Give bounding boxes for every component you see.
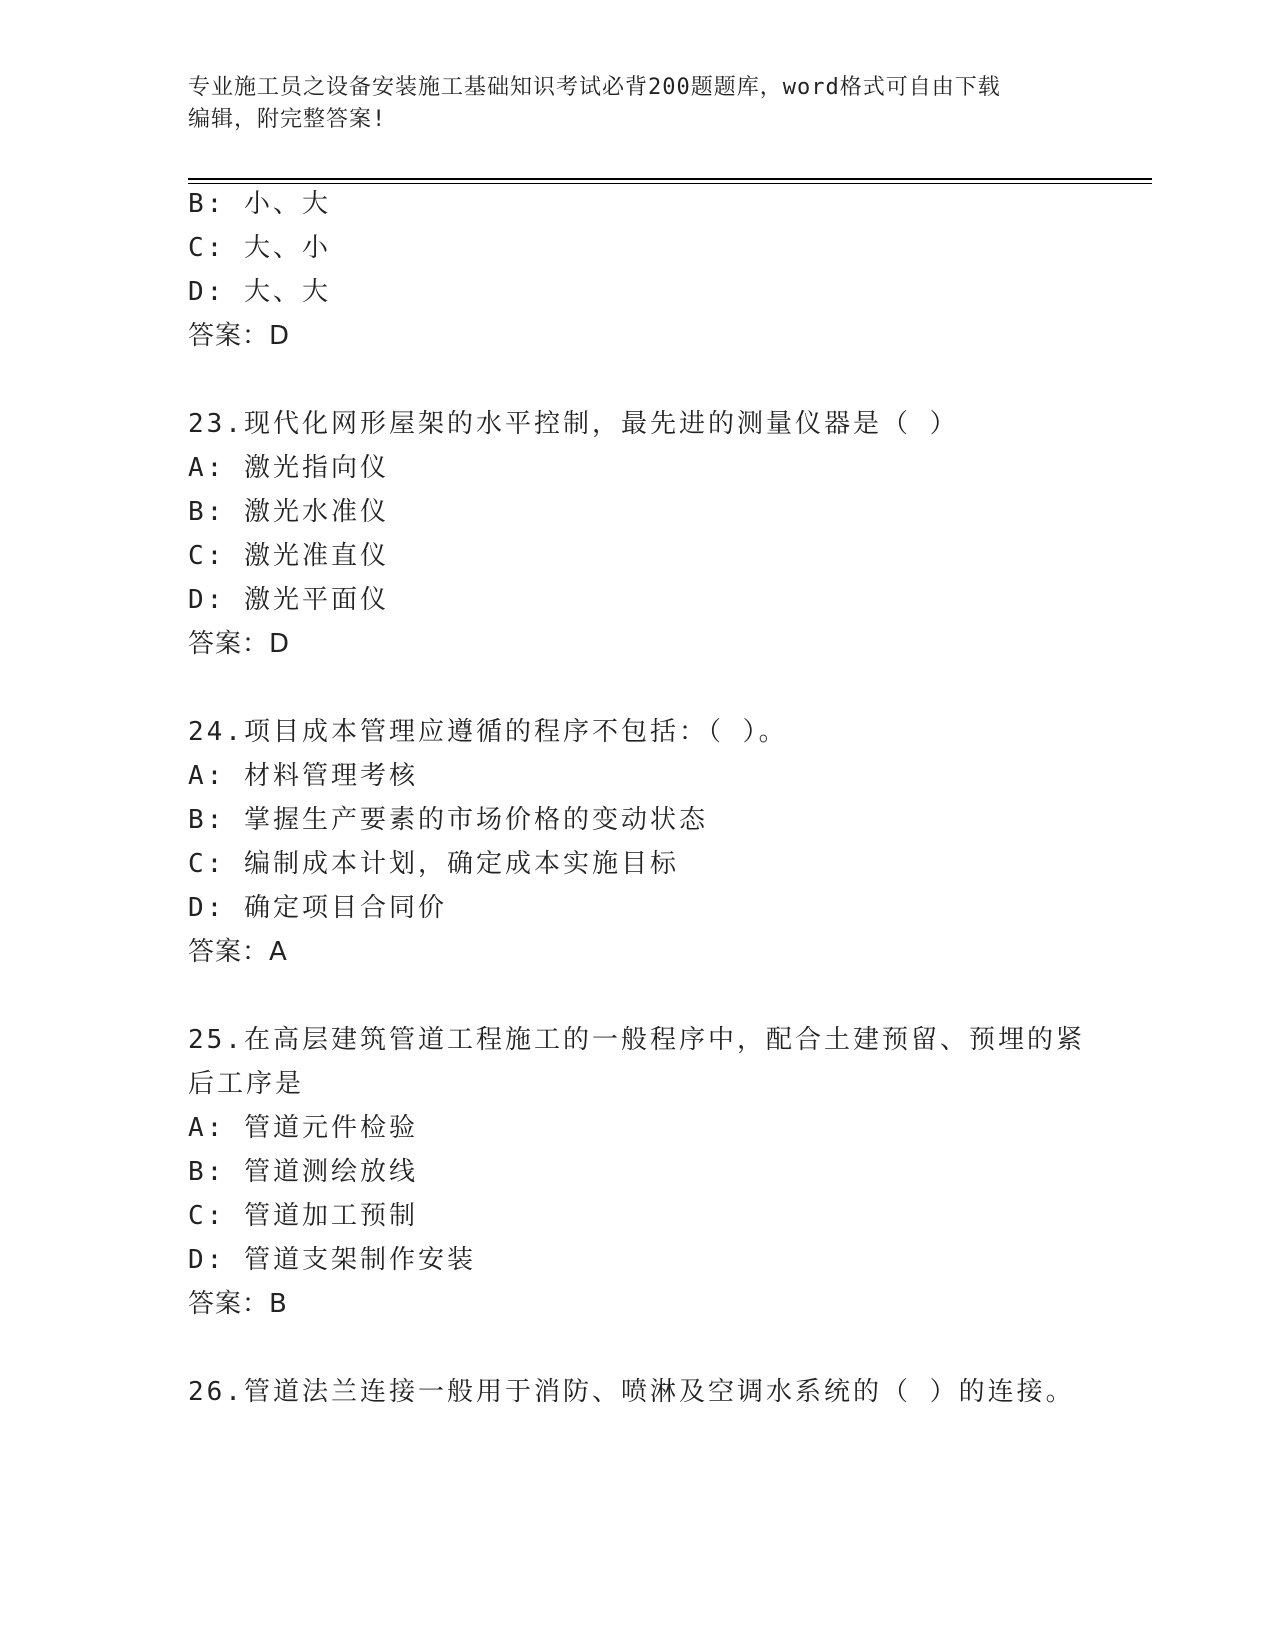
q22-answer: 答案：D — [188, 321, 291, 351]
q23-option-c: C: 激光准直仪 — [188, 541, 389, 571]
header-line-2: 编辑，附完整答案! — [188, 107, 387, 132]
q22-option-d: D: 大、大 — [188, 277, 331, 307]
q23-option-d: D: 激光平面仪 — [188, 585, 389, 615]
q23-option-b: B: 激光水准仪 — [188, 497, 389, 527]
q25-option-c: C: 管道加工预制 — [188, 1201, 418, 1231]
q25-answer: 答案：B — [188, 1289, 288, 1319]
q24-question: 24.项目成本管理应遵循的程序不包括：（ ）。 — [188, 717, 788, 747]
q22-option-b: B: 小、大 — [188, 189, 331, 219]
q26-question: 26.管道法兰连接一般用于消防、喷淋及空调水系统的（ ）的连接。 — [188, 1377, 1075, 1407]
header-line-1: 专业施工员之设备安装施工基础知识考试必背200题题库，word格式可自由下载 — [188, 75, 1001, 100]
q24-option-c: C: 编制成本计划，确定成本实施目标 — [188, 849, 679, 879]
q25-question-line-2: 后工序是 — [188, 1069, 305, 1099]
header-divider-thick — [188, 178, 1152, 180]
q24-option-a: A: 材料管理考核 — [188, 761, 418, 791]
q25-option-d: D: 管道支架制作安装 — [188, 1245, 476, 1275]
q22-option-c: C: 大、小 — [188, 233, 331, 263]
q24-option-d: D: 确定项目合同价 — [188, 893, 447, 923]
q25-option-a: A: 管道元件检验 — [188, 1113, 418, 1143]
header-divider-thin — [188, 183, 1152, 184]
q23-question: 23.现代化网形屋架的水平控制，最先进的测量仪器是（ ） — [188, 409, 959, 439]
document-header — [188, 72, 1068, 136]
q25-option-b: B: 管道测绘放线 — [188, 1157, 418, 1187]
q25-question-line-1: 25.在高层建筑管道工程施工的一般程序中，配合土建预留、预埋的紧 — [188, 1025, 1085, 1055]
q24-answer: 答案：A — [188, 937, 288, 967]
q24-option-b: B: 掌握生产要素的市场价格的变动状态 — [188, 805, 708, 835]
q23-answer: 答案：D — [188, 629, 291, 659]
q23-option-a: A: 激光指向仪 — [188, 453, 389, 483]
